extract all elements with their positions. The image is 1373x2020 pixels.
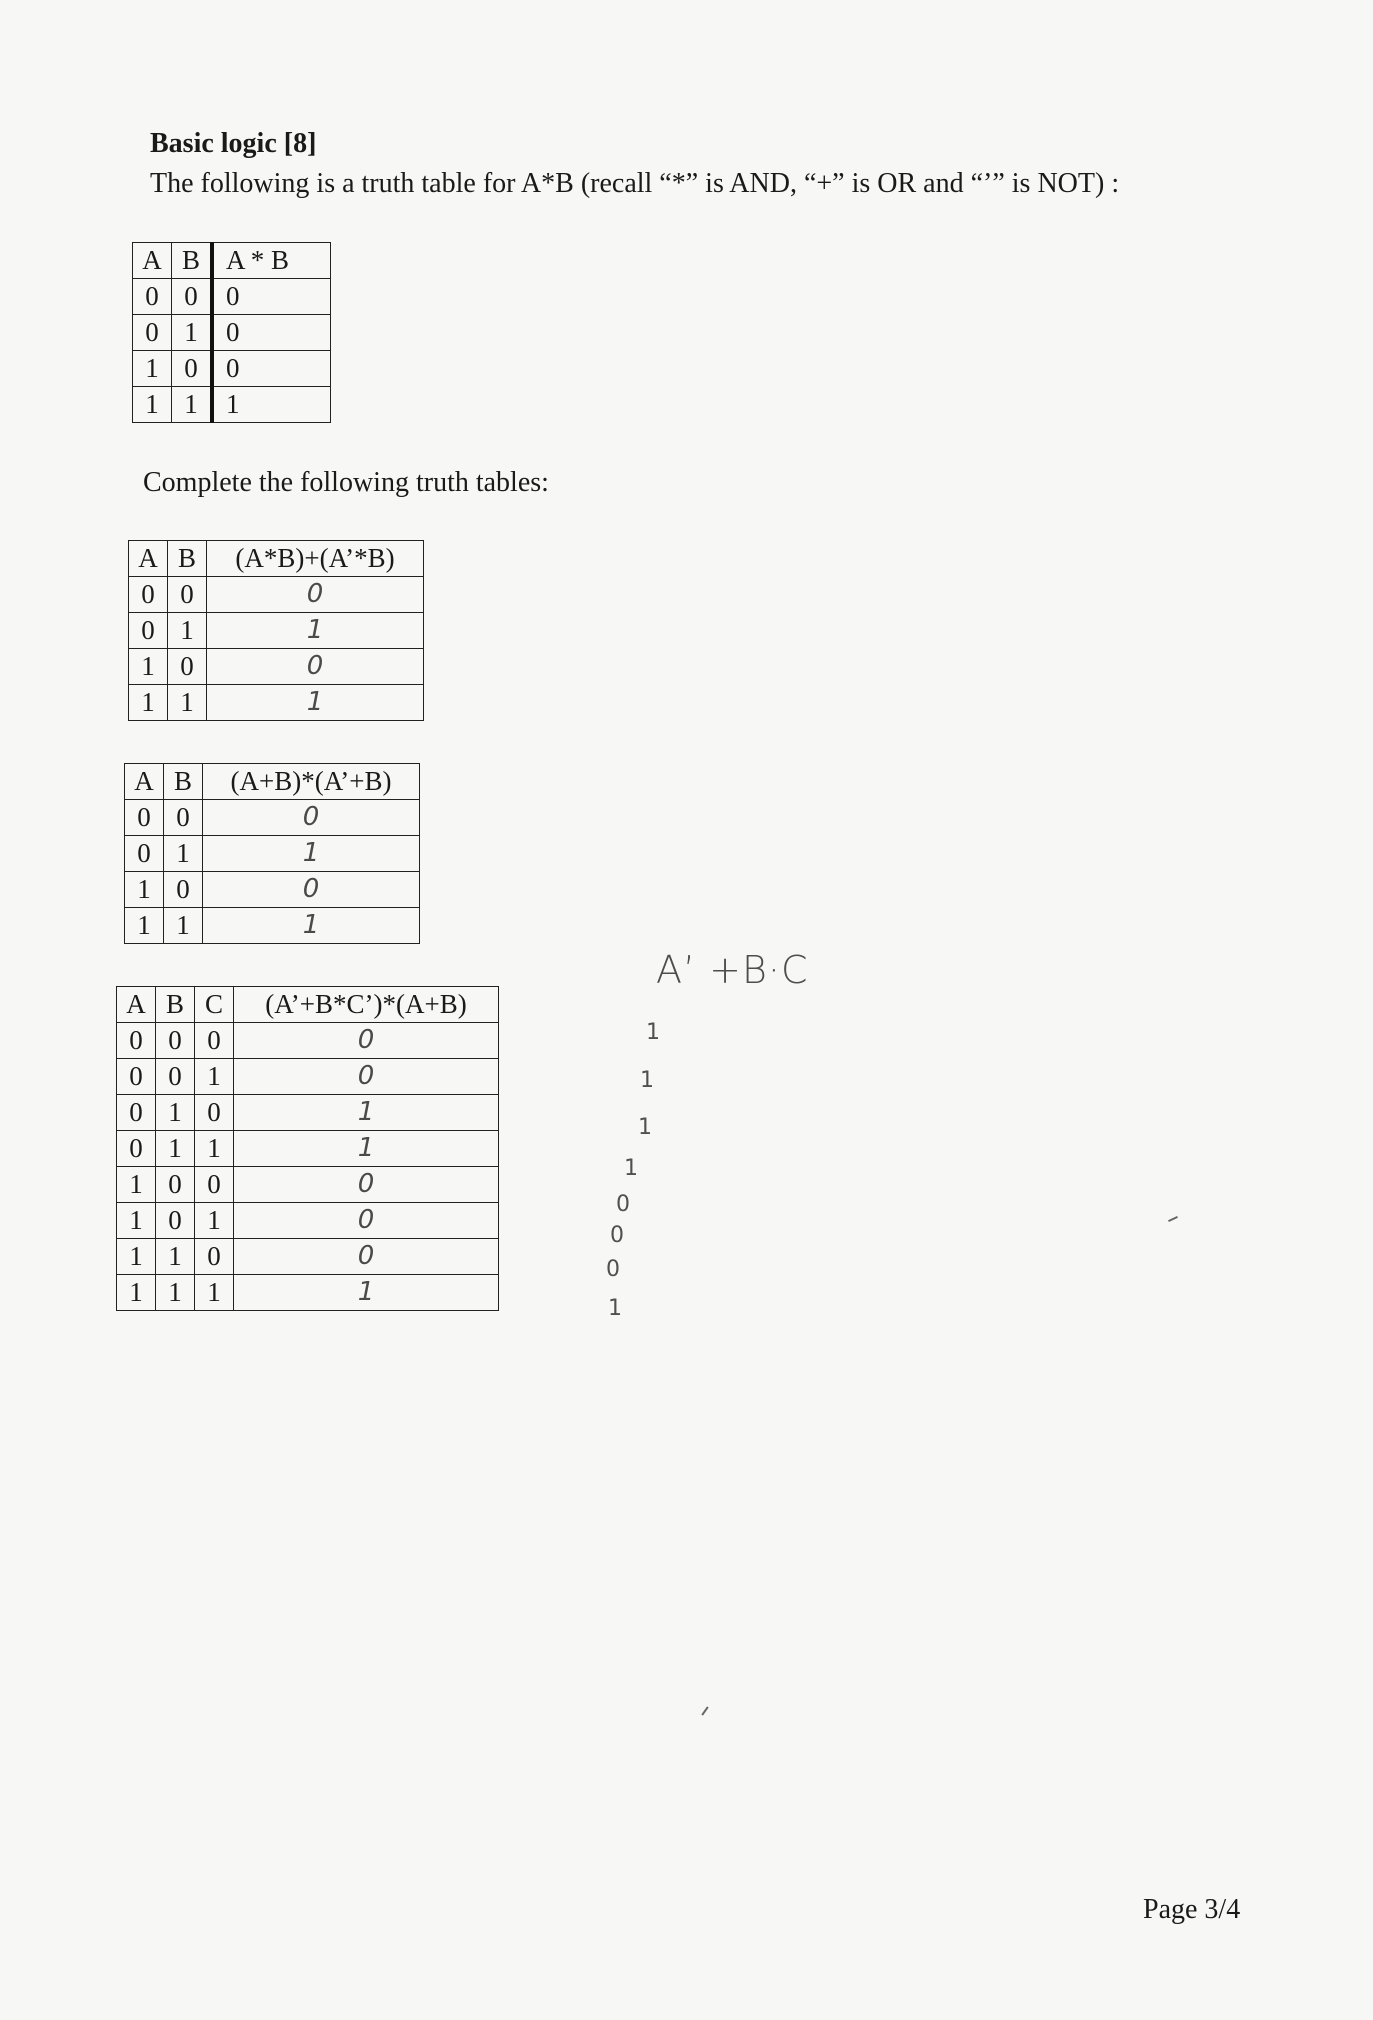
table-row (133, 315, 331, 351)
table-header-row (125, 764, 420, 800)
table-row (129, 613, 424, 649)
table-cell: 0 (117, 1059, 156, 1095)
table-row (125, 908, 420, 944)
table-header-row (117, 987, 499, 1023)
table-cell: 0 (129, 613, 168, 649)
table-cell: 0 (133, 279, 172, 315)
instruction-text: Complete the following truth tables: (143, 467, 549, 498)
table-cell: 0 (172, 279, 213, 315)
table-cell: 1 (125, 908, 164, 944)
table-cell: 0 (156, 1059, 195, 1095)
header-cell: (A*B)+(A’*B) (207, 541, 424, 577)
table-cell: 1 (156, 1095, 195, 1131)
table-row (117, 1203, 499, 1239)
header-cell: B (164, 764, 203, 800)
handwritten-digit: 0 (616, 1192, 630, 1217)
table-header-row (129, 541, 424, 577)
table-cell: 0 (195, 1095, 234, 1131)
table-cell: 0 (168, 577, 207, 613)
table-row (117, 1059, 499, 1095)
intro-text: The following is a truth table for A*B (recall “*” is AND, “+” is OR and “’” is NOT) : (150, 168, 1120, 199)
truth-table-3 (116, 986, 499, 1311)
table-cell: 0 (195, 1239, 234, 1275)
header-cell: B (156, 987, 195, 1023)
handwritten-digit: 0 (610, 1223, 624, 1248)
handwritten-expression: A’ +B·C (656, 948, 809, 992)
table-cell: 1 (117, 1275, 156, 1311)
table-cell: 1 (117, 1167, 156, 1203)
header-cell: (A+B)*(A’+B) (203, 764, 420, 800)
table-cell: 1 (195, 1059, 234, 1095)
table-cell: 1 (156, 1131, 195, 1167)
table-cell: 1 (129, 685, 168, 721)
table-row (133, 387, 331, 423)
scan-speck (701, 1706, 708, 1715)
handwritten-answer: 0 (234, 1059, 499, 1095)
header-cell: B (168, 541, 207, 577)
given-truth-table (132, 242, 331, 423)
table-cell: 0 (129, 577, 168, 613)
handwritten-digit: 0 (606, 1257, 620, 1282)
table-cell: 0 (195, 1023, 234, 1059)
table-cell: 0 (117, 1131, 156, 1167)
handwritten-answer: 1 (207, 613, 424, 649)
handwritten-answer: 0 (234, 1167, 499, 1203)
table-cell: 0 (156, 1167, 195, 1203)
table-cell: 1 (212, 387, 331, 423)
table-row (117, 1239, 499, 1275)
handwritten-answer: 0 (207, 577, 424, 613)
section-heading: Basic logic [8] (150, 128, 317, 159)
table-cell: 1 (133, 387, 172, 423)
table-row (117, 1023, 499, 1059)
table-row (117, 1131, 499, 1167)
table-cell: 1 (195, 1275, 234, 1311)
table-cell: 1 (156, 1275, 195, 1311)
table-cell: 1 (168, 685, 207, 721)
handwritten-digit: 1 (646, 1020, 660, 1045)
table-header-row (133, 243, 331, 279)
handwritten-answer: 1 (234, 1131, 499, 1167)
header-cell: A * B (212, 243, 331, 279)
handwritten-digit: 1 (640, 1068, 654, 1093)
table-cell: 0 (172, 351, 213, 387)
table-cell: 0 (164, 872, 203, 908)
table-cell: 1 (172, 387, 213, 423)
handwritten-answer: 0 (234, 1023, 499, 1059)
table-cell: 0 (212, 351, 331, 387)
page-number: Page 3/4 (1143, 1894, 1241, 1925)
table-cell: 1 (164, 836, 203, 872)
table-row (117, 1095, 499, 1131)
table-row (129, 577, 424, 613)
table-cell: 0 (168, 649, 207, 685)
table-cell: 1 (129, 649, 168, 685)
handwritten-answer: 0 (207, 649, 424, 685)
table-cell: 1 (164, 908, 203, 944)
handwritten-answer: 1 (203, 908, 420, 944)
table-row (129, 685, 424, 721)
handwritten-answer: 0 (203, 872, 420, 908)
header-cell: A (129, 541, 168, 577)
header-cell: A (133, 243, 172, 279)
handwritten-answer: 0 (234, 1239, 499, 1275)
header-cell: A (117, 987, 156, 1023)
table-row (117, 1167, 499, 1203)
truth-table-2 (124, 763, 420, 944)
table-row (125, 872, 420, 908)
table-cell: 0 (125, 800, 164, 836)
table-cell: 1 (117, 1239, 156, 1275)
scan-speck (1168, 1216, 1178, 1222)
truth-table-1 (128, 540, 424, 721)
table-cell: 0 (156, 1023, 195, 1059)
header-cell: B (172, 243, 213, 279)
handwritten-answer: 1 (234, 1275, 499, 1311)
table-cell: 1 (195, 1131, 234, 1167)
table-cell: 0 (212, 315, 331, 351)
handwritten-answer: 1 (207, 685, 424, 721)
table-cell: 1 (125, 872, 164, 908)
handwritten-digit: 1 (638, 1115, 652, 1140)
table-cell: 1 (133, 351, 172, 387)
header-cell: (A’+B*C’)*(A+B) (234, 987, 499, 1023)
handwritten-side-column (598, 1020, 658, 1340)
table-row (133, 279, 331, 315)
table-row (117, 1275, 499, 1311)
table-row (125, 800, 420, 836)
table-row (129, 649, 424, 685)
table-row (125, 836, 420, 872)
table-cell: 0 (117, 1023, 156, 1059)
handwritten-answer: 0 (203, 800, 420, 836)
table-cell: 0 (164, 800, 203, 836)
table-cell: 1 (117, 1203, 156, 1239)
table-cell: 0 (133, 315, 172, 351)
table-row (133, 351, 331, 387)
handwritten-digit: 1 (608, 1296, 622, 1321)
table-cell: 1 (168, 613, 207, 649)
table-cell: 0 (156, 1203, 195, 1239)
handwritten-digit: 1 (624, 1156, 638, 1181)
handwritten-answer: 1 (203, 836, 420, 872)
table-cell: 1 (172, 315, 213, 351)
table-cell: 0 (195, 1167, 234, 1203)
handwritten-answer: 1 (234, 1095, 499, 1131)
table-cell: 1 (195, 1203, 234, 1239)
table-cell: 1 (156, 1239, 195, 1275)
handwritten-answer: 0 (234, 1203, 499, 1239)
table-cell: 0 (125, 836, 164, 872)
header-cell: A (125, 764, 164, 800)
header-cell: C (195, 987, 234, 1023)
table-cell: 0 (212, 279, 331, 315)
table-cell: 0 (117, 1095, 156, 1131)
